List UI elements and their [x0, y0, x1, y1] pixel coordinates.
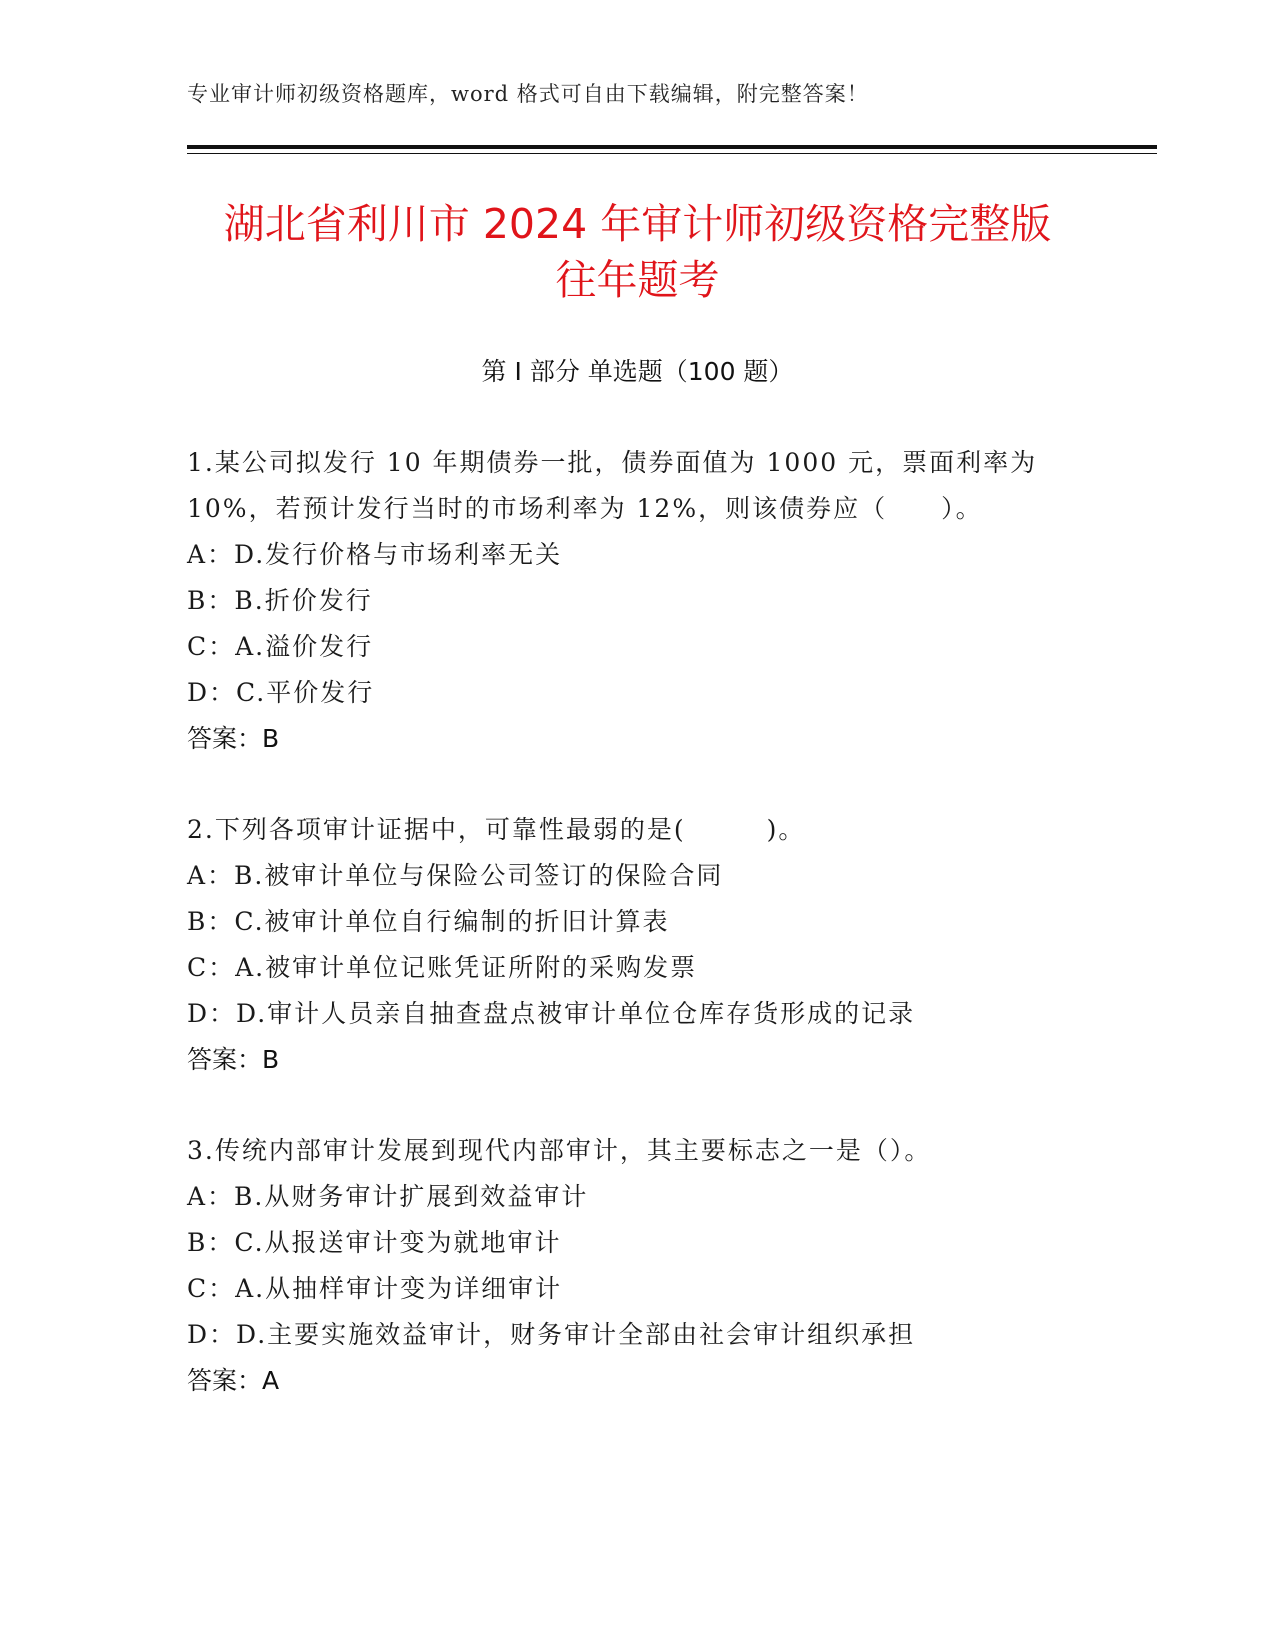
question-3 — [187, 1128, 1087, 1404]
option-b: B：B.折价发行 — [187, 586, 373, 615]
header-note: 专业审计师初级资格题库，word 格式可自由下载编辑，附完整答案！ — [187, 82, 869, 106]
question-1 — [187, 440, 1087, 762]
title-line-2: 往年题考 — [555, 256, 720, 304]
option-d: D：D.审计人员亲自抽查盘点被审计单位仓库存货形成的记录 — [187, 999, 916, 1028]
option-b: B：C.从报送审计变为就地审计 — [187, 1228, 562, 1257]
option-c: C：A.被审计单位记账凭证所附的采购发票 — [187, 953, 698, 982]
option-b: B：C.被审计单位自行编制的折旧计算表 — [187, 907, 670, 936]
option-a: A：D.发行价格与市场利率无关 — [187, 540, 563, 569]
answer: 答案：A — [187, 1366, 280, 1395]
option-d: D：C.平价发行 — [187, 678, 375, 707]
option-a: A：B.被审计单位与保险公司签订的保险合同 — [187, 861, 724, 890]
option-c: C：A.溢价发行 — [187, 632, 374, 661]
answer: 答案：B — [187, 1045, 280, 1074]
question-text: 3.传统内部审计发展到现代内部审计，其主要标志之一是（）。 — [187, 1136, 932, 1165]
header-rule-thick — [187, 145, 1157, 149]
section-title: 第 I 部分 单选题（100 题） — [481, 357, 794, 386]
answer: 答案：B — [187, 724, 280, 753]
title-line-1: 湖北省利川市 2024 年审计师初级资格完整版 — [223, 200, 1052, 248]
header-rule-thin — [187, 153, 1157, 154]
question-2 — [187, 807, 1087, 1083]
option-d: D：D.主要实施效益审计，财务审计全部由社会审计组织承担 — [187, 1320, 916, 1349]
question-text: 2.下列各项审计证据中，可靠性最弱的是( )。 — [187, 815, 806, 844]
question-text: 1.某公司拟发行 10 年期债券一批，债券面值为 1000 元，票面利率为 10%，若预计发行当时的市场利率为 12%，则该债券应（ ）。 — [187, 448, 1038, 523]
option-c: C：A.从抽样审计变为详细审计 — [187, 1274, 563, 1303]
question-list — [187, 440, 1087, 1449]
document-title — [140, 196, 1135, 308]
option-a: A：B.从财务审计扩展到效益审计 — [187, 1182, 589, 1211]
